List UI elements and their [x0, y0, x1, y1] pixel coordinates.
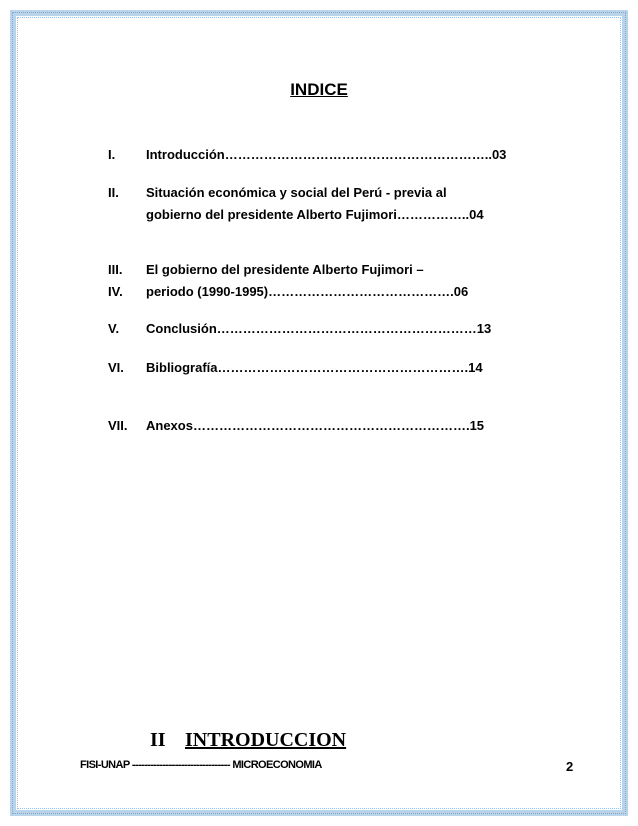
toc-entry-number: II. — [108, 185, 119, 200]
decorative-border-inner — [17, 17, 621, 809]
toc-entry-text: Introducción……………………………………………………..03 — [146, 147, 507, 162]
section-heading-number: II — [150, 729, 166, 751]
toc-entry-text: Anexos……………………………………………………….15 — [146, 418, 485, 433]
page-number: 2 — [566, 759, 574, 774]
section-heading-text: INTRODUCCION — [185, 729, 347, 751]
toc-entry-number: VI. — [108, 360, 124, 375]
toc-entry-number: III. — [108, 262, 123, 277]
toc-entry-text: El gobierno del presidente Alberto Fujimori – — [146, 262, 424, 277]
footer-text: FISI-UNAP -------------------------------- MICROECONOMIA — [80, 759, 322, 771]
toc-entry-number: I. — [108, 147, 116, 162]
toc-entry-text: Bibliografía………………………………………………….14 — [146, 360, 483, 375]
toc-entry-text: gobierno del presidente Alberto Fujimori……………..04 — [146, 207, 484, 222]
index-title: INDICE — [290, 80, 348, 99]
toc-entry-number: V. — [108, 321, 120, 336]
toc-entry-text: Situación económica y social del Perú - previa al — [146, 185, 447, 200]
toc-entry-text: periodo (1990-1995)…………………………………….06 — [146, 284, 469, 299]
toc-entry-number: VII. — [108, 418, 128, 433]
section-heading — [150, 729, 346, 752]
toc-entry-number: IV. — [108, 284, 123, 299]
toc-entry-text: Conclusión……………………………………………………13 — [146, 321, 492, 336]
